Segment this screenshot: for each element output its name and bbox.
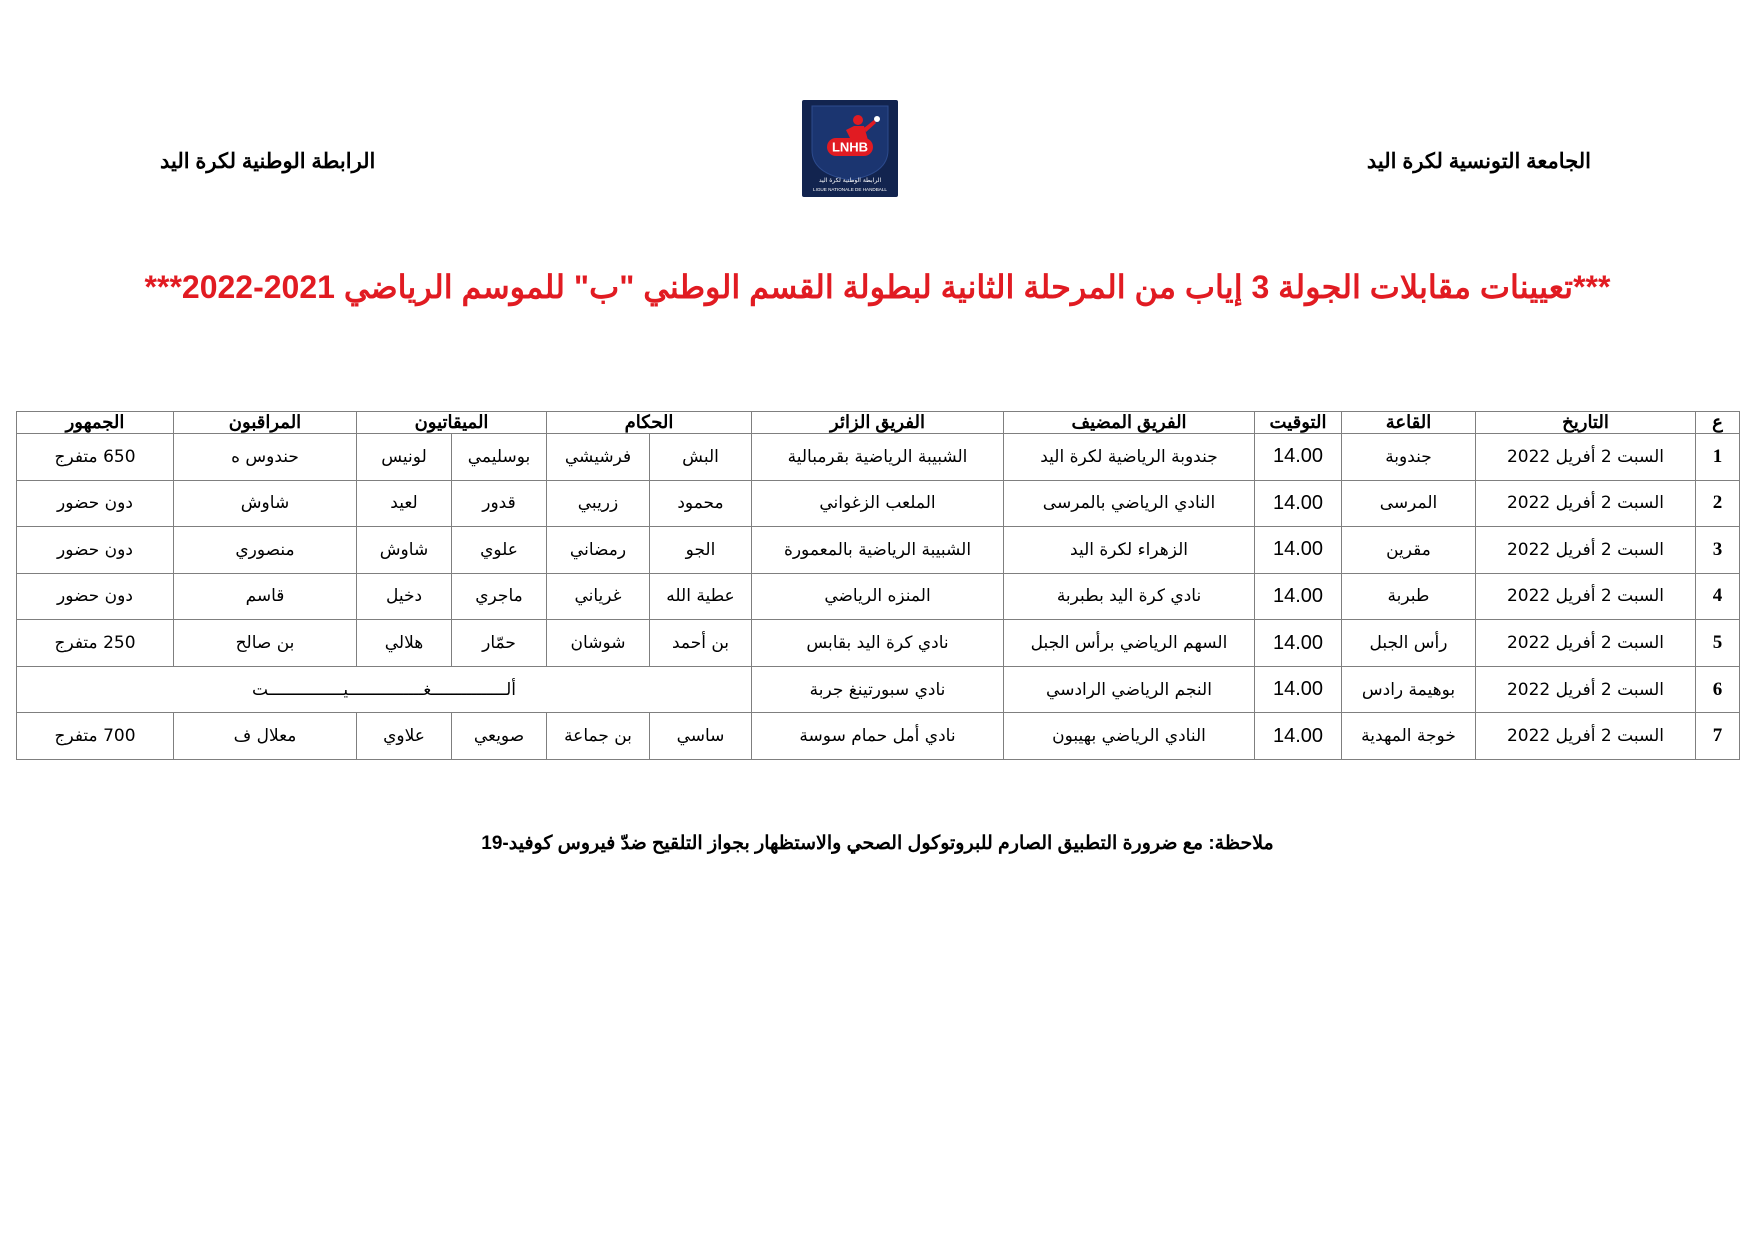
cell-time: 14.00 bbox=[1255, 713, 1342, 760]
cell-timekeeper-2: لونيس bbox=[357, 434, 452, 481]
cell-timekeeper-2: شاوش bbox=[357, 527, 452, 574]
cell-date: السبت 2 أفريل 2022 bbox=[1476, 434, 1696, 481]
table-row bbox=[17, 573, 1740, 620]
cell-timekeeper-2: لعيد bbox=[357, 480, 452, 527]
cell-audience: دون حضور bbox=[17, 480, 174, 527]
cell-referee-1: بن أحمد bbox=[650, 620, 752, 667]
cell-away: الملعب الزغواني bbox=[752, 480, 1004, 527]
table-row bbox=[17, 480, 1740, 527]
cell-referee-1: عطية الله bbox=[650, 573, 752, 620]
cell-observer: معلال ف bbox=[174, 713, 357, 760]
header-referees: الحكام bbox=[547, 412, 752, 434]
cell-referee-2: فرشيشي bbox=[547, 434, 650, 481]
cell-away: الشبيبة الرياضية بقرمبالية bbox=[752, 434, 1004, 481]
cell-hall: خوجة المهدية bbox=[1342, 713, 1476, 760]
cell-audience: 250 متفرج bbox=[17, 620, 174, 667]
cell-hall: طبربة bbox=[1342, 573, 1476, 620]
cell-num: 4 bbox=[1696, 573, 1740, 620]
cell-num: 2 bbox=[1696, 480, 1740, 527]
cell-observer: قاسم bbox=[174, 573, 357, 620]
table-row bbox=[17, 713, 1740, 760]
header-audience: الجمهور bbox=[17, 412, 174, 434]
cell-timekeeper-2: دخيل bbox=[357, 573, 452, 620]
cell-observer: حندوس ه bbox=[174, 434, 357, 481]
schedule-table bbox=[16, 411, 1740, 760]
logo-text: LNHB bbox=[831, 139, 869, 155]
header-away: الفريق الزائر bbox=[752, 412, 1004, 434]
cell-audience: دون حضور bbox=[17, 527, 174, 574]
cell-home: الزهراء لكرة اليد bbox=[1004, 527, 1255, 574]
cell-hall: بوهيمة رادس bbox=[1342, 666, 1476, 713]
cell-num: 3 bbox=[1696, 527, 1740, 574]
cell-num: 7 bbox=[1696, 713, 1740, 760]
header-hall: القاعة bbox=[1342, 412, 1476, 434]
cell-home: النادي الرياضي بهيبون bbox=[1004, 713, 1255, 760]
cell-num: 1 bbox=[1696, 434, 1740, 481]
table-row bbox=[17, 527, 1740, 574]
cell-referee-1: الجو bbox=[650, 527, 752, 574]
cell-hall: جندوبة bbox=[1342, 434, 1476, 481]
federation-name: الجامعة التونسية لكرة اليد bbox=[1366, 150, 1591, 173]
cell-timekeeper-2: هلالي bbox=[357, 620, 452, 667]
cell-timekeeper-1: بوسليمي bbox=[452, 434, 547, 481]
cell-away: نادي أمل حمام سوسة bbox=[752, 713, 1004, 760]
cell-observer: شاوش bbox=[174, 480, 357, 527]
cell-hall: مقرين bbox=[1342, 527, 1476, 574]
cell-home: السهم الرياضي برأس الجبل bbox=[1004, 620, 1255, 667]
cell-date: السبت 2 أفريل 2022 bbox=[1476, 713, 1696, 760]
cell-observer: بن صالح bbox=[174, 620, 357, 667]
cell-time: 14.00 bbox=[1255, 573, 1342, 620]
header-timekeepers: الميقاتيون bbox=[357, 412, 547, 434]
table-row bbox=[17, 666, 1740, 713]
cell-timekeeper-1: علوي bbox=[452, 527, 547, 574]
cell-timekeeper-1: قدور bbox=[452, 480, 547, 527]
cell-away: المنزه الرياضي bbox=[752, 573, 1004, 620]
cell-home: النادي الرياضي بالمرسى bbox=[1004, 480, 1255, 527]
cell-referee-2: رمضاني bbox=[547, 527, 650, 574]
cell-referee-1: محمود bbox=[650, 480, 752, 527]
cell-referee-2: شوشان bbox=[547, 620, 650, 667]
logo-caption-fr: LIGUE NATIONALE DE HANDBALL bbox=[813, 187, 887, 192]
cell-referee-2: زريبي bbox=[547, 480, 650, 527]
cell-hall: المرسى bbox=[1342, 480, 1476, 527]
header-home: الفريق المضيف bbox=[1004, 412, 1255, 434]
table-row bbox=[17, 620, 1740, 667]
header-time: التوقيت bbox=[1255, 412, 1342, 434]
cell-home: جندوبة الرياضية لكرة اليد bbox=[1004, 434, 1255, 481]
cell-audience: 650 متفرج bbox=[17, 434, 174, 481]
cell-time: 14.00 bbox=[1255, 434, 1342, 481]
cell-home: نادي كرة اليد بطبربة bbox=[1004, 573, 1255, 620]
cell-time: 14.00 bbox=[1255, 620, 1342, 667]
cell-date: السبت 2 أفريل 2022 bbox=[1476, 573, 1696, 620]
cell-date: السبت 2 أفريل 2022 bbox=[1476, 666, 1696, 713]
cell-date: السبت 2 أفريل 2022 bbox=[1476, 480, 1696, 527]
cell-time: 14.00 bbox=[1255, 527, 1342, 574]
cell-audience: دون حضور bbox=[17, 573, 174, 620]
cell-referee-1: ساسي bbox=[650, 713, 752, 760]
cell-away: نادي سبورتينغ جربة bbox=[752, 666, 1004, 713]
logo-caption-ar: الرابطة الوطنية لكرة اليد bbox=[818, 177, 882, 184]
cell-observer: منصوري bbox=[174, 527, 357, 574]
cell-referee-2: غرياني bbox=[547, 573, 650, 620]
league-name: الرابطة الوطنية لكرة اليد bbox=[160, 150, 376, 173]
cell-referee-1: البش bbox=[650, 434, 752, 481]
header-num: ع bbox=[1696, 412, 1740, 434]
table-header-row bbox=[17, 412, 1740, 434]
cell-time: 14.00 bbox=[1255, 480, 1342, 527]
cell-time: 14.00 bbox=[1255, 666, 1342, 713]
footer-note: ملاحظة: مع ضرورة التطبيق الصارم للبروتوكول الصحي والاستظهار بجواز التلقيح ضدّ فيروس كوفيد-19 bbox=[481, 833, 1274, 854]
cell-away: نادي كرة اليد بقابس bbox=[752, 620, 1004, 667]
page-title: ***تعيينات مقابلات الجولة 3 إياب من المرحلة الثانية لبطولة القسم الوطني "ب" للموسم الرياضي 2021-2022*** bbox=[144, 269, 1611, 305]
header-date: التاريخ bbox=[1476, 412, 1696, 434]
lnhb-logo bbox=[802, 100, 898, 197]
cell-referee-2: بن جماعة bbox=[547, 713, 650, 760]
cell-cancelled: ألـــــــــــــــغـــــــــــــــيـــــــــــــــت bbox=[17, 666, 752, 713]
cell-home: النجم الرياضي الرادسي bbox=[1004, 666, 1255, 713]
cell-date: السبت 2 أفريل 2022 bbox=[1476, 527, 1696, 574]
cell-away: الشبيبة الرياضية بالمعمورة bbox=[752, 527, 1004, 574]
table-row bbox=[17, 434, 1740, 481]
cell-audience: 700 متفرج bbox=[17, 713, 174, 760]
cell-timekeeper-1: صويعي bbox=[452, 713, 547, 760]
cell-hall: رأس الجبل bbox=[1342, 620, 1476, 667]
cell-num: 5 bbox=[1696, 620, 1740, 667]
cell-timekeeper-2: علاوي bbox=[357, 713, 452, 760]
header-observers: المراقبون bbox=[174, 412, 357, 434]
cell-timekeeper-1: ماجري bbox=[452, 573, 547, 620]
cell-timekeeper-1: حمّار bbox=[452, 620, 547, 667]
cell-num: 6 bbox=[1696, 666, 1740, 713]
cell-date: السبت 2 أفريل 2022 bbox=[1476, 620, 1696, 667]
